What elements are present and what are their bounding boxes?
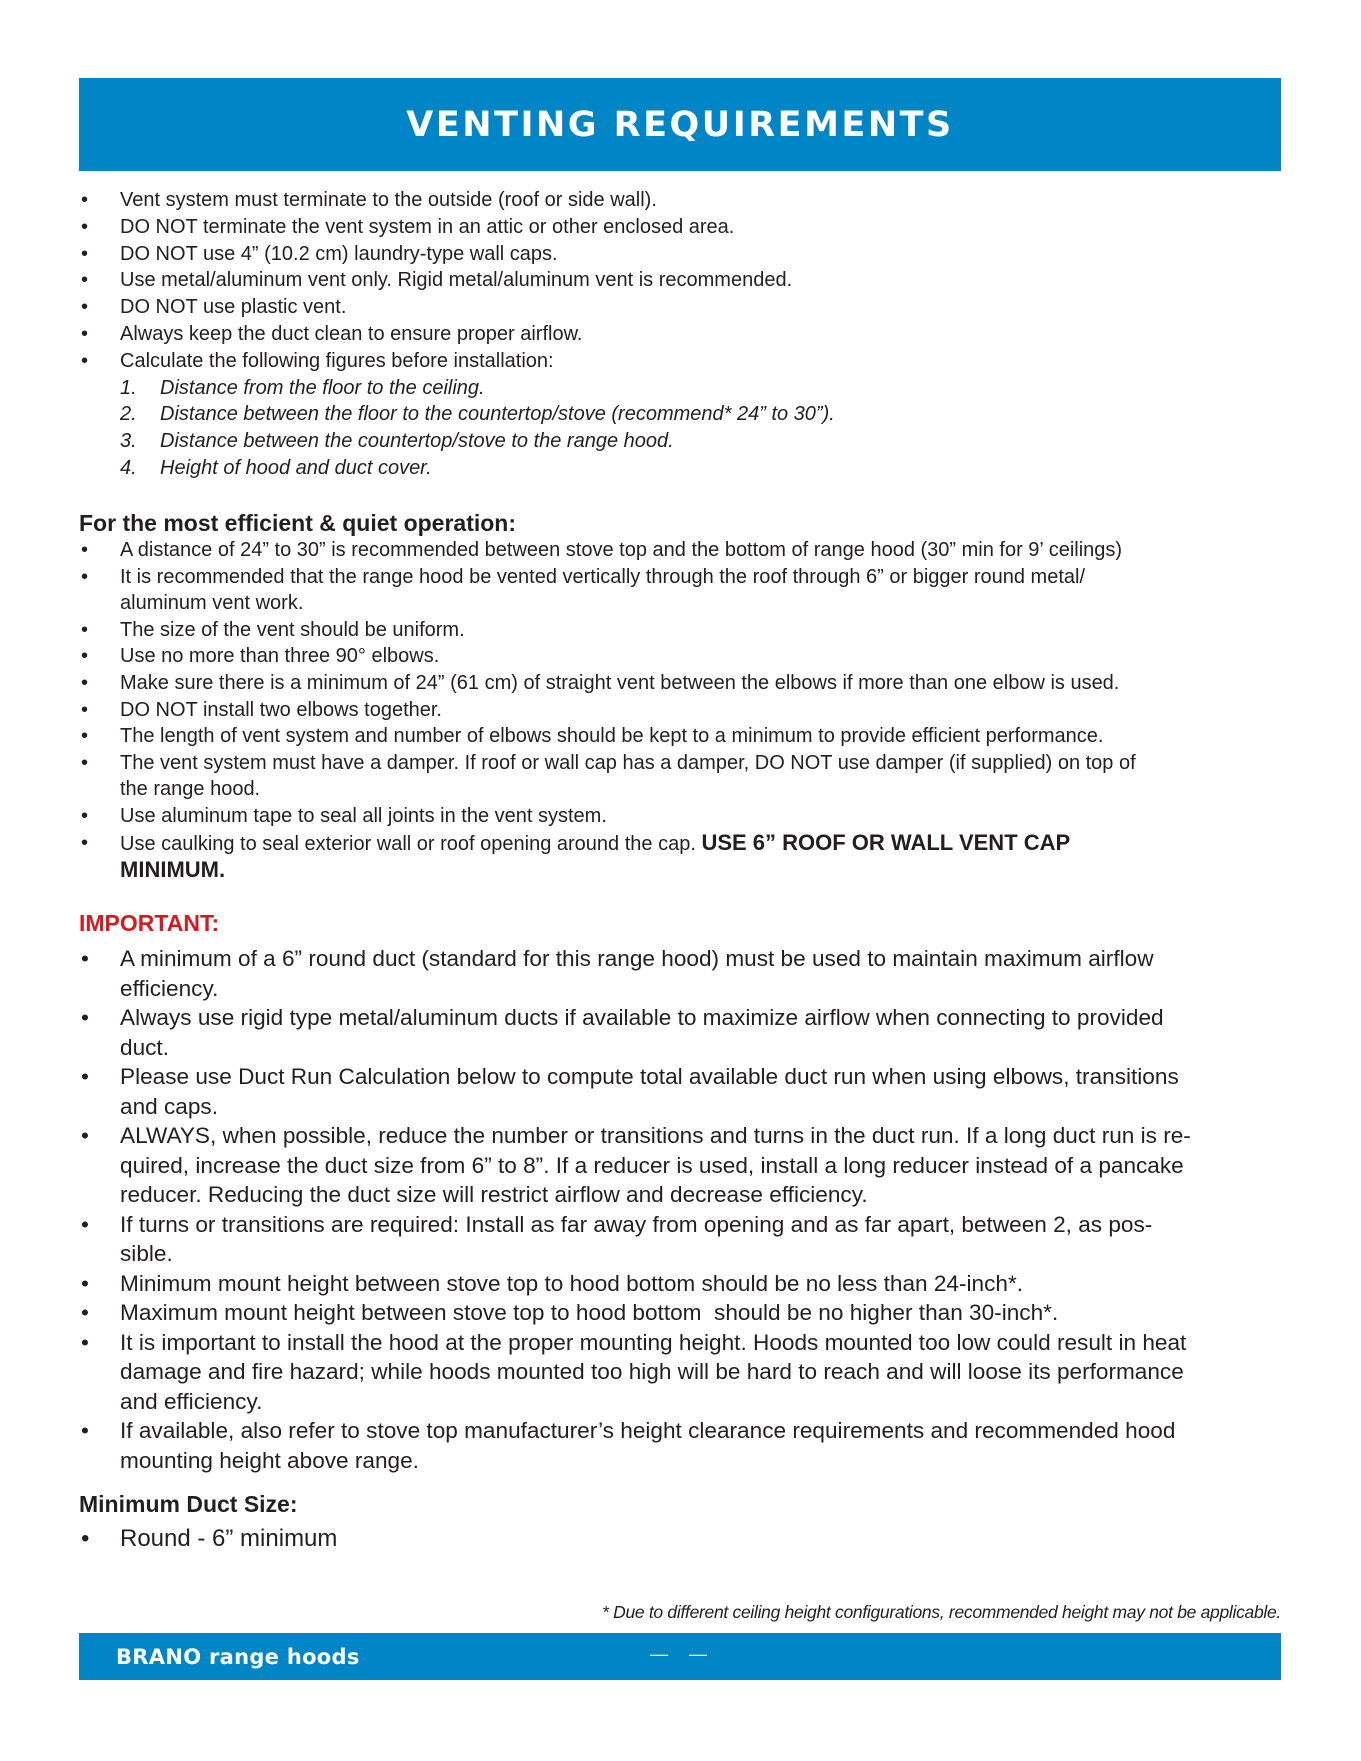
page-title: VENTING REQUIREMENTS	[406, 104, 954, 145]
vent-cap-emphasis: USE 6” ROOF OR WALL VENT CAP	[701, 829, 1071, 855]
min-duct-list	[79, 1524, 1279, 1554]
general-requirements	[79, 187, 1279, 482]
list-item: • It is recommended that the range hood be vented vertically through the roof through 6” or bigger round metal/ aluminum vent work.	[79, 564, 1279, 617]
page-number-dash: —	[689, 1644, 707, 1664]
list-item: • If available, also refer to stove top manufacturer’s height clearance requirements and recommended hood mounting height above range.	[79, 1416, 1283, 1475]
list-item: • Calculate the following figures before installation:	[79, 348, 1279, 375]
list-item: • If turns or transitions are required: Install as far away from opening and as far apart, between 2, as pos- sible.	[79, 1210, 1283, 1269]
list-item: • Use caulking to seal exterior wall or roof opening around the cap. USE 6” ROOF OR WALL VENT CAP MINIMUM.	[79, 830, 1279, 885]
header-banner	[79, 78, 1281, 171]
list-item: • DO NOT use plastic vent.	[79, 294, 1279, 321]
figure-item: 2. Distance between the floor to the countertop/stove (recommend* 24” to 30”).	[120, 403, 835, 426]
footnote: * Due to different ceiling height configurations, recommended height may not be applicable.	[602, 1602, 1281, 1622]
list-item: • DO NOT terminate the vent system in an attic or other enclosed area.	[79, 214, 1279, 241]
important-heading: IMPORTANT:	[79, 910, 220, 936]
figure-item: 3. Distance between the countertop/stove to the range hood.	[120, 430, 674, 453]
list-item: • DO NOT install two elbows together.	[79, 697, 1279, 724]
figures-list	[79, 375, 1279, 482]
list-item: • The length of vent system and number of elbows should be kept to a minimum to provide efficient performance.	[79, 723, 1279, 750]
footer-bar	[79, 1633, 1281, 1680]
efficient-operation-list	[79, 537, 1279, 885]
figure-item: 4. Height of hood and duct cover.	[120, 456, 432, 479]
list-item: • Please use Duct Run Calculation below to compute total available duct run when using elbows, transitions and caps.	[79, 1062, 1283, 1121]
list-item: • A distance of 24” to 30” is recommended between stove top and the bottom of range hood (30” min for 9’ ceilings)	[79, 537, 1279, 564]
list-item: • Use no more than three 90° elbows.	[79, 643, 1279, 670]
list-item: • Use aluminum tape to seal all joints in the vent system.	[79, 803, 1279, 830]
list-item: • Vent system must terminate to the outside (roof or side wall).	[79, 187, 1279, 214]
list-item: • DO NOT use 4” (10.2 cm) laundry-type wall caps.	[79, 241, 1279, 268]
list-item: • Round - 6” minimum	[79, 1524, 1279, 1554]
figure-item: 1. Distance from the floor to the ceiling.	[120, 376, 485, 399]
min-duct-heading: Minimum Duct Size:	[79, 1491, 298, 1517]
list-item: • Always use rigid type metal/aluminum ducts if available to maximize airflow when connecting to provided duct.	[79, 1003, 1283, 1062]
list-item: • Minimum mount height between stove top to hood bottom should be no less than 24-inch*.	[79, 1269, 1283, 1299]
list-item: • It is important to install the hood at the proper mounting height. Hoods mounted too low could result in heat damage and fire hazard; while hoods mounted too high will be hard to reach and will loose its performance and efficiency.	[79, 1328, 1283, 1417]
list-item: • The vent system must have a damper. If roof or wall cap has a damper, DO NOT use damper (if supplied) on top of the range hood.	[79, 750, 1279, 803]
list-item: • Make sure there is a minimum of 24” (61 cm) of straight vent between the elbows if more than one elbow is used.	[79, 670, 1279, 697]
page-number-dash: —	[650, 1644, 668, 1664]
list-item: • Maximum mount height between stove top to hood bottom should be no higher than 30-inch*.	[79, 1298, 1283, 1328]
efficient-heading: For the most efficient & quiet operation:	[79, 510, 517, 536]
brand-name: BRANO range hoods	[116, 1645, 360, 1669]
list-item: • Use metal/aluminum vent only. Rigid metal/aluminum vent is recommended.	[79, 267, 1279, 294]
list-item: • A minimum of a 6” round duct (standard for this range hood) must be used to maintain maximum airflow efficiency.	[79, 944, 1283, 1003]
list-item: • ALWAYS, when possible, reduce the number or transitions and turns in the duct run. If a long duct run is re- quired, increase the duct size from 6” to 8”. If a reducer is used, install a long reducer instead of a pancake reducer. Reducing the duct size will restrict airflow and decrease efficiency.	[79, 1121, 1283, 1210]
list-item: • The size of the vent should be uniform.	[79, 617, 1279, 644]
list-item: • Always keep the duct clean to ensure proper airflow.	[79, 321, 1279, 348]
important-list	[79, 944, 1283, 1475]
